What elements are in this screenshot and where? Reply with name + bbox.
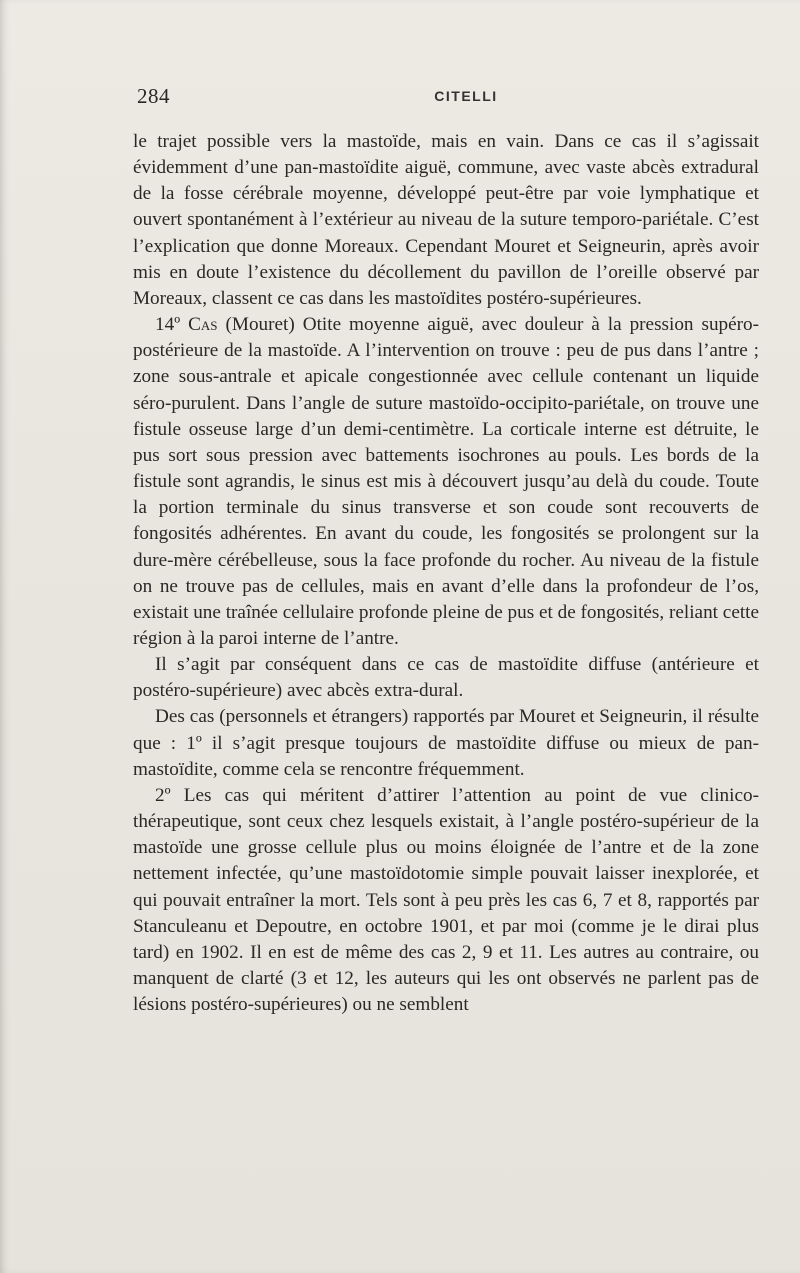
body-text [133, 129, 759, 1018]
running-head: CITELLI [434, 88, 498, 104]
paragraph-5: 2º Les cas qui méritent d’attirer l’attention au point de vue clinico-thérapeutique, sont ceux chez lesquels existait, à l’angle postéro-supérieur de la mastoïde une grosse cellule plus ou moins éloignée de l’antre et de la zone nettement infectée, qu’une mastoïdotomie simple pouvait laisser inexplorée, et qui pouvait entraîner la mort. Tels sont à peu près les cas 6, 7 et 8, rapportés par Stanculeanu et Depoutre, en octobre 1901, et par moi (comme je le dirai plus tard) en 1902. Il en est de même des cas 2, 9 et 11. Les autres au contraire, ou manquent de clarté (3 et 12, les auteurs qui les ont observés ne parlent pas de lésions postéro-supérieures) ou ne semblent [133, 784, 759, 1016]
case-14-text: (Mouret) Otite moyenne aiguë, avec douleur à la pression supéro-postérieure de la mastoïde. A l’intervention on trouve : peu de pus dans l’antre ; zone sous-antrale et apicale congestionnée avec cellule contenant un liquide séro-purulent. Dans l’angle de suture mastoïdo-occipito-pariétale, on trouve une fistule osseuse large d’un demi-centimètre. La corticale interne est détruite, le pus sort sous pression avec battements isochrones au pouls. Les bords de la fistule sont agrandis, le sinus est mis à découvert jusqu’au delà du coude. Toute la portion terminale du sinus transverse et son coude sont recouverts de fongosités adhérentes. En avant du coude, les fongosités se prolongent sur la dure-mère cérébelleuse, sous la face profonde du rocher. Au niveau de la fistule on ne trouve pas de cellules, mais en avant d’elle dans la profondeur de l’os, existait une traînée cellulaire profonde pleine de pus et de fongosités, reliant cette région à la paroi interne de l’antre. [133, 314, 760, 649]
paragraph-case-14 [133, 312, 759, 652]
paragraph-1: le trajet possible vers la mastoïde, mais en vain. Dans ce cas il s’agissait évidemment d’une pan-mastoïdite aiguë, commune, avec vaste abcès extradural de la fosse cérébrale moyenne, développé peut-être par voie lymphatique et ouvert spontanément à l’extérieur au niveau de la suture temporo-pariétale. C’est l’explication que donne Moreaux. Cependant Mouret et Seigneurin, après avoir mis en doute l’existence du décollement du pavillon de l’oreille observé par Moreaux, classent ce cas dans les mastoïdites postéro-supérieures. [133, 131, 759, 309]
paragraph-3: Il s’agit par conséquent dans ce cas de mastoïdite diffuse (antérieure et postéro-supérieure) avec abcès extra-dural. [133, 654, 759, 702]
page-number: 284 [137, 84, 170, 108]
case-word: Cas [188, 314, 218, 336]
page-header [137, 84, 765, 112]
paragraph-4: Des cas (personnels et étrangers) rapportés par Mouret et Seigneurin, il résulte que : 1º il s’agit presque toujours de mastoïdite diffuse ou mieux de pan-mastoïdite, comme cela se rencontre fréquemment. [133, 706, 759, 780]
case-number: 14º [155, 314, 181, 336]
